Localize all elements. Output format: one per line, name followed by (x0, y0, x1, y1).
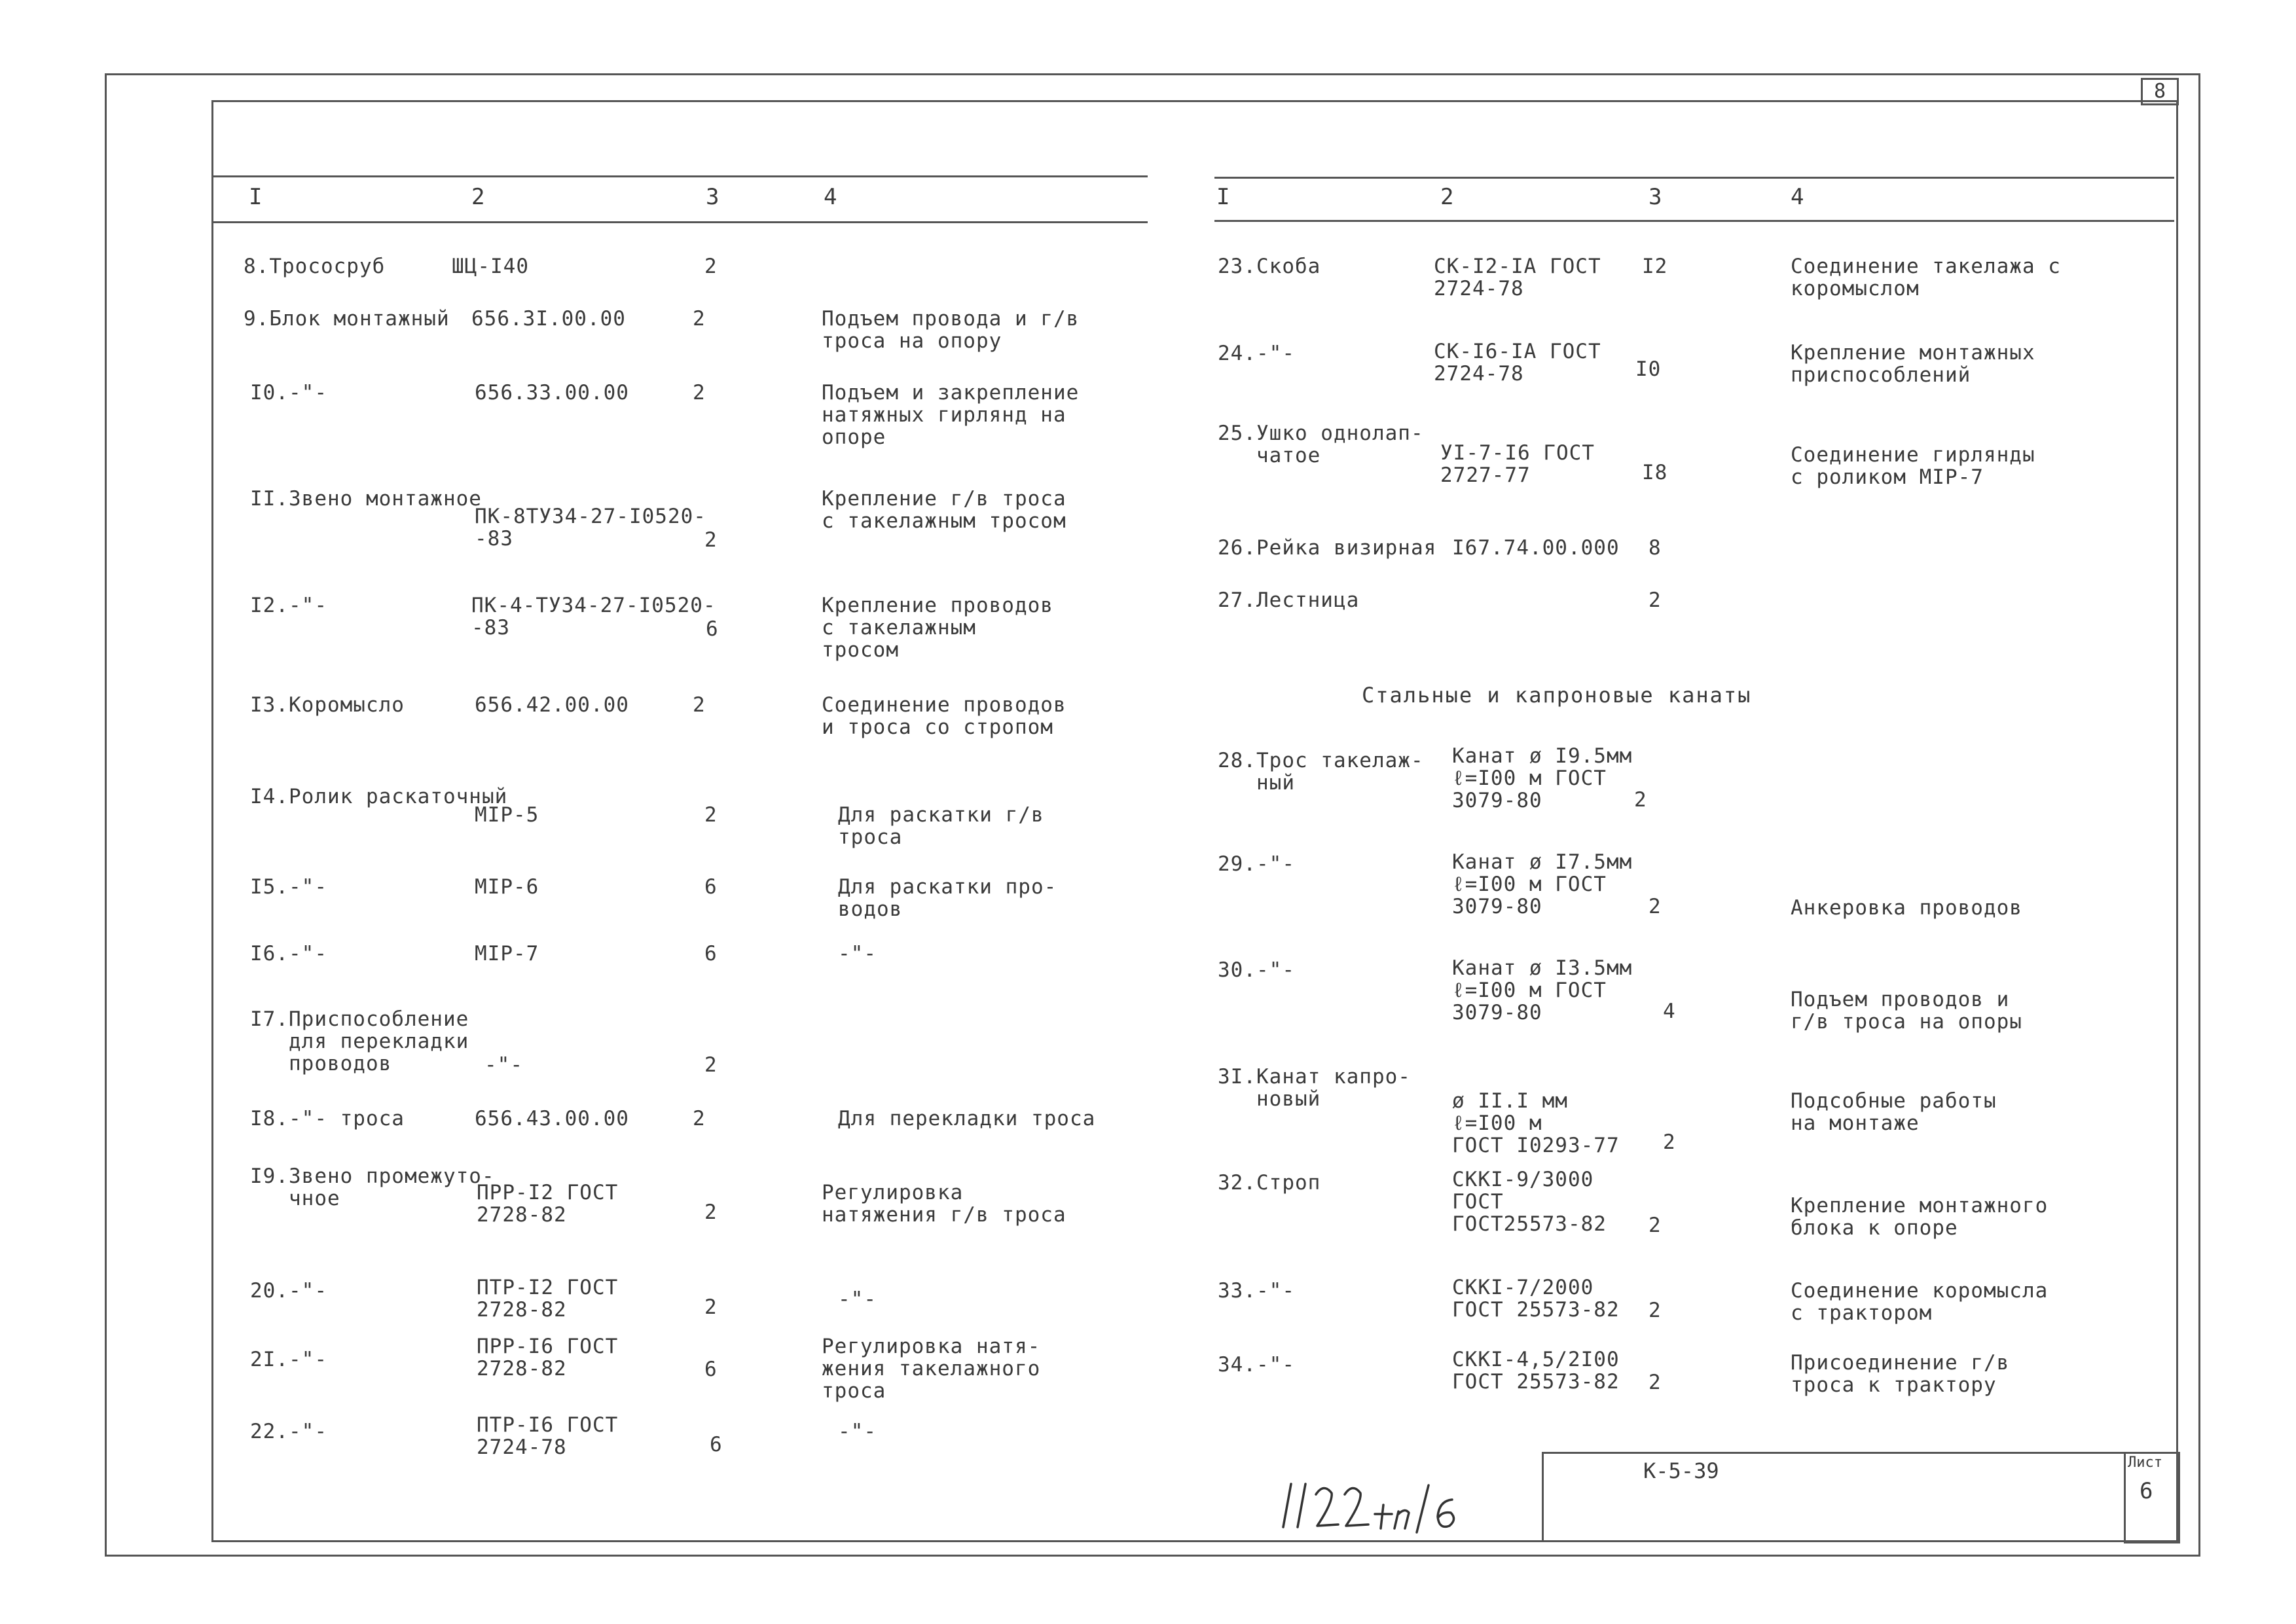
row-26-designation: I67.74.00.000 (1452, 536, 1620, 560)
row-15-designation: МIР-6 (475, 875, 539, 899)
row-11-qty: 2 (704, 528, 718, 552)
row-17-designation: -"- (484, 1053, 523, 1077)
row-9-qty: 2 (693, 307, 706, 331)
row-28-qty: 2 (1634, 788, 1647, 812)
header-line-bottom-right (1214, 220, 2174, 222)
row-30-name: 30.-"- (1218, 958, 1295, 982)
row-8-name: 8.Трососруб (244, 255, 386, 278)
row-24-qty: I0 (1635, 357, 1662, 381)
col-header-left-2: 2 (471, 184, 485, 210)
row-11-designation: ПК-8ТУ34-27-I0520- -83 (475, 505, 706, 550)
row-18-name: I8.-"- троса (250, 1107, 405, 1130)
row-26-qty: 8 (1649, 536, 1662, 560)
row-23-purpose: Соединение такелажа с коромыслом (1791, 255, 2061, 300)
row-16-purpose: -"- (838, 942, 877, 965)
row-9-designation: 656.3I.00.00 (471, 307, 626, 331)
row-29-designation: Канат ø I7.5мм ℓ=I00 м ГОСТ 3079-80 (1452, 850, 1633, 918)
row-25-purpose: Соединение гирлянды с роликом МIР-7 (1791, 443, 2035, 489)
col-header-left-3: 3 (706, 184, 720, 210)
row-28-designation: Канат ø I9.5мм ℓ=I00 м ГОСТ 3079-80 (1452, 744, 1633, 812)
row-10-designation: 656.33.00.00 (475, 381, 629, 405)
row-30-purpose: Подъем проводов и г/в троса на опоры (1791, 988, 2022, 1034)
row-25-designation: УI-7-I6 ГОСТ 2727-77 (1440, 441, 1595, 487)
row-11-purpose: Крепление г/в троса с такелажным тросом (822, 487, 1066, 533)
header-line-bottom (211, 221, 1148, 223)
row-21-designation: ПРР-I6 ГОСТ 2728-82 (477, 1335, 619, 1380)
row-24-designation: СК-I6-IА ГОСТ 2724-78 (1434, 340, 1601, 386)
col-header-left-1: I (249, 184, 263, 210)
row-27-qty: 2 (1649, 588, 1662, 612)
row-26-name: 26.Рейка визирная (1218, 536, 1437, 560)
row-30-qty: 4 (1663, 1000, 1676, 1023)
row-19-purpose: Регулировка натяжения г/в троса (822, 1181, 1066, 1227)
row-15-qty: 6 (704, 875, 718, 899)
row-22-qty: 6 (710, 1433, 723, 1456)
row-12-name: I2.-"- (250, 594, 327, 617)
row-32-name: 32.Строп (1218, 1171, 1321, 1195)
row-22-name: 22.-"- (250, 1420, 327, 1443)
title-block (1542, 1452, 2130, 1542)
row-32-designation: СККI-9/3000 ГОСТ ГОСТ25573-82 (1452, 1168, 1607, 1236)
row-22-designation: ПТР-I6 ГОСТ 2724-78 (477, 1413, 619, 1459)
row-24-name: 24.-"- (1218, 342, 1295, 365)
row-23-designation: СК-I2-IА ГОСТ 2724-78 (1434, 255, 1601, 300)
row-17-name: I7.Приспособление для перекладки проводов (250, 1007, 469, 1075)
row-18-purpose: Для перекладки троса (838, 1107, 1096, 1130)
sheet-number: 8 (2141, 78, 2179, 105)
row-15-name: I5.-"- (250, 875, 327, 899)
row-10-qty: 2 (693, 381, 706, 405)
row-13-designation: 656.42.00.00 (475, 693, 629, 717)
row-16-qty: 6 (704, 942, 718, 965)
row-15-purpose: Для раскатки про- водов (838, 875, 1057, 921)
handwritten-mark (1277, 1476, 1493, 1535)
row-13-purpose: Соединение проводов и троса со стропом (822, 693, 1066, 739)
row-16-designation: МIР-7 (475, 942, 539, 965)
row-23-qty: I2 (1642, 255, 1668, 278)
row-19-name: I9.Звено промежуто- чное (250, 1164, 495, 1210)
row-11-name: II.Звено монтажное (250, 487, 482, 511)
row-14-designation: МIР-5 (475, 803, 539, 827)
row-19-qty: 2 (704, 1200, 718, 1224)
row-29-purpose: Анкеровка проводов (1791, 896, 2022, 920)
row-32-purpose: Крепление монтажного блока к опоре (1791, 1194, 2049, 1240)
row-21-purpose: Регулировка натя- жения такелажного троса (822, 1335, 1041, 1403)
row-34-qty: 2 (1649, 1371, 1662, 1394)
row-27-name: 27.Лестница (1218, 588, 1360, 612)
row-20-name: 20.-"- (250, 1279, 327, 1303)
row-12-qty: 6 (706, 617, 719, 641)
row-34-purpose: Присоединение г/в троса к трактору (1791, 1351, 2010, 1397)
row-31-name: 3I.Канат капро- новый (1218, 1065, 1411, 1111)
row-31-designation: ø II.I мм ℓ=I00 м ГОСТ I0293-77 (1452, 1089, 1620, 1157)
drawing-code: К-5-39 (1643, 1458, 1719, 1483)
col-header-right-3: 3 (1649, 184, 1662, 210)
row-29-name: 29.-"- (1218, 852, 1295, 876)
row-18-qty: 2 (693, 1107, 706, 1130)
row-20-qty: 2 (704, 1295, 718, 1319)
row-8-designation: ШЦ-I40 (452, 255, 529, 278)
row-9-name: 9.Блок монтажный (244, 307, 450, 331)
row-16-name: I6.-"- (250, 942, 327, 965)
sheet-page-number: 6 (2140, 1478, 2153, 1504)
row-8-qty: 2 (704, 255, 718, 278)
col-header-right-2: 2 (1440, 184, 1454, 210)
row-18-designation: 656.43.00.00 (475, 1107, 629, 1130)
row-32-qty: 2 (1649, 1214, 1662, 1237)
row-13-name: I3.Коромысло (250, 693, 405, 717)
row-17-qty: 2 (704, 1053, 718, 1077)
header-line-top-right (1214, 177, 2174, 179)
row-14-qty: 2 (704, 803, 718, 827)
row-12-purpose: Крепление проводов с такелажным тросом (822, 594, 1053, 662)
col-header-left-4: 4 (824, 184, 837, 210)
row-21-qty: 6 (704, 1358, 718, 1381)
row-24-purpose: Крепление монтажных приспособлений (1791, 341, 2035, 387)
row-29-qty: 2 (1649, 895, 1662, 918)
row-25-qty: I8 (1642, 461, 1668, 484)
row-33-qty: 2 (1649, 1299, 1662, 1322)
row-34-name: 34.-"- (1218, 1353, 1295, 1377)
row-20-purpose: -"- (838, 1288, 877, 1311)
row-12-designation: ПК-4-ТУ34-27-I0520- -83 (471, 594, 716, 640)
header-line-top (211, 175, 1148, 177)
col-header-right-1: I (1216, 184, 1230, 210)
section-title: Стальные и капроновые канаты (1362, 683, 1752, 708)
row-33-designation: СККI-7/2000 ГОСТ 25573-82 (1452, 1276, 1620, 1322)
row-25-name: 25.Ушко однолап- чатое (1218, 422, 1424, 467)
row-10-name: I0.-"- (250, 381, 327, 405)
sheet-label: Лист (2128, 1454, 2162, 1471)
row-13-qty: 2 (693, 693, 706, 717)
row-9-purpose: Подъем провода и г/в троса на опору (822, 307, 1080, 353)
row-31-purpose: Подсобные работы на монтаже (1791, 1089, 1997, 1135)
row-20-designation: ПТР-I2 ГОСТ 2728-82 (477, 1276, 619, 1322)
row-30-designation: Канат ø I3.5мм ℓ=I00 м ГОСТ 3079-80 (1452, 956, 1633, 1024)
row-14-purpose: Для раскатки г/в троса (838, 803, 1044, 849)
row-22-purpose: -"- (838, 1420, 877, 1443)
row-19-designation: ПРР-I2 ГОСТ 2728-82 (477, 1181, 619, 1227)
row-33-purpose: Соединение коромысла с трактором (1791, 1279, 2049, 1325)
row-14-name: I4.Ролик раскаточный (250, 785, 508, 808)
row-31-qty: 2 (1663, 1130, 1676, 1154)
row-33-name: 33.-"- (1218, 1279, 1295, 1303)
row-34-designation: СККI-4,5/2I00 ГОСТ 25573-82 (1452, 1348, 1620, 1394)
col-header-right-4: 4 (1791, 184, 1804, 210)
row-21-name: 2I.-"- (250, 1348, 327, 1371)
row-28-name: 28.Трос такелаж- ный (1218, 749, 1424, 795)
row-10-purpose: Подъем и закрепление натяжных гирлянд на опоре (822, 381, 1080, 449)
row-23-name: 23.Скоба (1218, 255, 1321, 278)
